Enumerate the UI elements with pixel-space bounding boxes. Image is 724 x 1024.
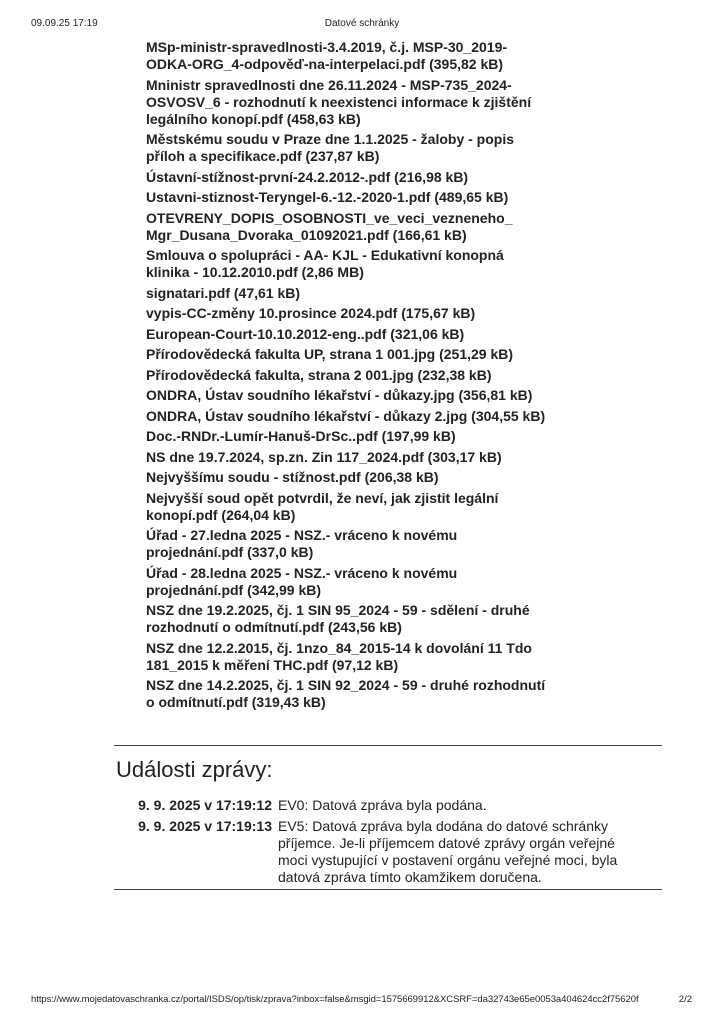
event-time: 9. 9. 2025 v 17:19:13 <box>138 818 272 834</box>
attachment-item[interactable]: Nejvyšší soud opět potvrdil, že neví, jak zjistit legální konopí.pdf (264,04 kB) <box>146 489 499 523</box>
event-text: EV5: Datová zpráva byla dodána do datové schránky příjemce. Je-li příjemcem datové zprávy orgán veřejné moci vystupující v postavení orgánu veřejné moci, byla datová zpráva tímto okamžikem doručena. <box>278 818 618 885</box>
attachment-item[interactable]: Doc.-RNDr.-Lumír-Hanuš-DrSc..pdf (197,99 kB) <box>146 428 456 444</box>
attachment-item[interactable]: Přírodovědecká fakulta, strana 2 001.jpg (232,38 kB) <box>146 366 492 383</box>
attachment-item[interactable]: NS dne 19.7.2024, sp.zn. Zin 117_2024.pdf (303,17 kB) <box>146 448 502 465</box>
print-url: https://www.mojedatovaschranka.cz/portal/ISDS/op/tisk/zprava?inbox=false&msgid=1575669912&XCSRF=da32743e65e0053a404624cc2f75620f <box>31 994 639 1005</box>
event-row <box>116 796 662 814</box>
events-table <box>116 796 662 889</box>
section-divider <box>114 745 662 746</box>
events-heading: Události zprávy: <box>116 757 273 782</box>
attachment-item[interactable]: NSZ dne 14.2.2025, čj. 1 SIN 92_2024 - 59 - druhé rozhodnutí o odmítnutí.pdf (319,43 kB) <box>146 677 546 710</box>
attachment-item[interactable]: Úřad - 27.ledna 2025 - NSZ.- vráceno k novému projednání.pdf (337,0 kB) <box>146 527 458 560</box>
attachment-item[interactable]: Přírodovědecká fakulta UP, strana 1 001.jpg (251,29 kB) <box>146 346 514 362</box>
section-divider <box>114 889 662 890</box>
attachment-item[interactable]: Městskému soudu v Praze dne 1.1.2025 - žaloby - popis příloh a specifikace.pdf (237,87 kB) <box>146 131 515 164</box>
print-footer <box>0 994 724 1014</box>
attachment-item[interactable]: MSp-ministr-spravedlnosti-3.4.2019, č.j. MSP-30_2019-ODKA-ORG_4-odpověď-na-interpelaci.pdf (395,82 kB) <box>146 39 508 72</box>
print-date: 09.09.25 17:19 <box>31 18 98 29</box>
attachment-list <box>146 39 546 715</box>
attachment-item[interactable]: ONDRA, Ústav soudního lékařství - důkazy.jpg (356,81 kB) <box>146 387 533 403</box>
event-text: EV0: Datová zpráva byla podána. <box>278 797 487 813</box>
attachment-item[interactable]: NSZ dne 12.2.2015, čj. 1nzo_84_2015-14 k dovolání 11 Tdo 181_2015 k měření THC.pdf (97,12 kB) <box>146 639 532 673</box>
attachment-item[interactable]: NSZ dne 19.2.2025, čj. 1 SIN 95_2024 - 59 - sdělení - druhé rozhodnutí o odmítnutí.pdf (243,56 kB) <box>146 602 530 635</box>
event-time: 9. 9. 2025 v 17:19:12 <box>138 797 272 813</box>
attachment-item[interactable]: Mninistr spravedlnosti dne 26.11.2024 - MSP-735_2024-OSVOSV_6 - rozhodnutí k neexistenci informace k zjištění legálního konopí.pdf (458,63 kB) <box>146 76 532 127</box>
attachment-item[interactable]: signatari.pdf (47,61 kB) <box>146 284 301 301</box>
print-title: Datové schránky <box>324 18 400 29</box>
attachment-item[interactable]: Úřad - 28.ledna 2025 - NSZ.- vráceno k novému projednání.pdf (342,99 kB) <box>146 564 458 598</box>
attachment-item[interactable]: Ústavní-stížnost-první-24.2.2012-.pdf (216,98 kB) <box>146 168 469 185</box>
attachment-item[interactable]: ONDRA, Ústav soudního lékařství - důkazy 2.jpg (304,55 kB) <box>146 407 546 424</box>
attachment-item[interactable]: Nejvyššímu soudu - stížnost.pdf (206,38 kB) <box>146 469 439 485</box>
event-row <box>116 817 662 886</box>
print-header <box>0 0 724 30</box>
attachment-item[interactable]: vypis-CC-změny 10.prosince 2024.pdf (175,67 kB) <box>146 305 476 321</box>
page-number: 2/2 <box>678 994 692 1005</box>
attachment-item[interactable]: OTEVRENY_DOPIS_OSOBNOSTI_ve_veci_vezneneho_ Mgr_Dusana_Dvoraka_01092021.pdf (166,61 kB) <box>146 209 513 243</box>
attachment-item[interactable]: Smlouva o spolupráci - AA- KJL - Edukativní konopná klinika - 10.12.2010.pdf (2,86 MB) <box>146 247 504 280</box>
attachment-item[interactable]: Ustavni-stiznost-Teryngel-6.-12.-2020-1.pdf (489,65 kB) <box>146 189 509 205</box>
attachment-item[interactable]: European-Court-10.10.2012-eng..pdf (321,06 kB) <box>146 325 465 342</box>
